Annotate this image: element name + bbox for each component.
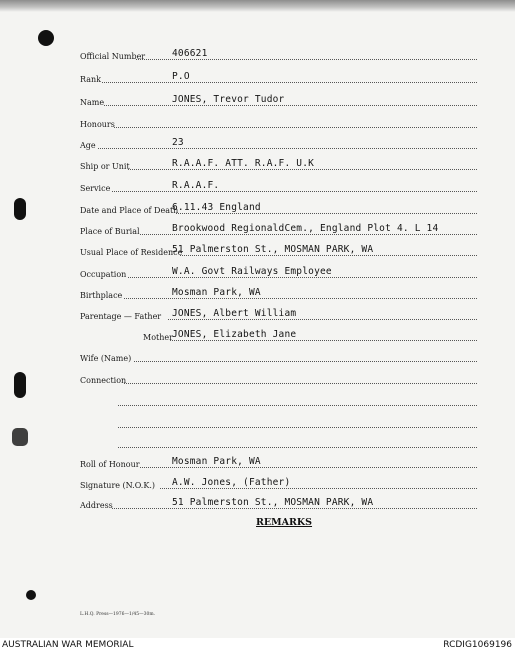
field-value: P.O (172, 71, 190, 82)
field-ship-or-unit (0, 156, 515, 172)
field-value: JONES, Elizabeth Jane (172, 329, 297, 340)
field-signature-nok (0, 475, 515, 491)
field-wife (0, 348, 515, 364)
field-place-of-burial (0, 221, 515, 237)
field-label: Rank (80, 75, 101, 84)
field-label: Usual Place of Residence (80, 248, 183, 257)
field-service (0, 178, 515, 194)
dotted-rule (136, 59, 477, 60)
field-rank (0, 69, 515, 85)
field-label: Roll of Honour (80, 460, 140, 469)
field-age (0, 135, 515, 151)
field-value: 51 Palmerston St., MOSMAN PARK, WA (172, 244, 374, 255)
field-label: Date and Place of Death (80, 206, 179, 215)
field-value: JONES, Trevor Tudor (172, 94, 285, 105)
dotted-rule (124, 383, 477, 384)
field-label: Connection (80, 376, 127, 385)
dotted-rule (112, 191, 477, 192)
field-occupation (0, 264, 515, 280)
dotted-rule (180, 255, 477, 256)
scan-edge-shadow (0, 0, 515, 12)
field-label: Address (80, 501, 113, 510)
field-value: Mosman Park, WA (172, 456, 261, 467)
connection-extra-line (0, 414, 515, 430)
dotted-rule (104, 105, 477, 106)
field-birthplace (0, 285, 515, 301)
footer-record-id: RCDIG1069196 (443, 640, 512, 650)
field-parentage-father (0, 306, 515, 322)
field-label: Birthplace (80, 291, 123, 300)
field-label: Name (80, 98, 105, 107)
printer-imprint: L.H.Q. Press—1976—1/45—30m. (80, 612, 156, 617)
field-value: JONES, Albert William (172, 308, 297, 319)
field-value: R.A.A.F. (172, 180, 220, 191)
dotted-rule (160, 488, 477, 489)
dotted-rule (118, 447, 477, 448)
field-label: Official Number (80, 52, 146, 61)
dotted-rule (124, 298, 477, 299)
dotted-rule (98, 148, 477, 149)
field-label: Wife (Name) (80, 354, 132, 363)
field-label: Occupation (80, 270, 127, 279)
dotted-rule (168, 319, 477, 320)
field-value: 6.11.43 England (172, 202, 261, 213)
field-value: Brookwood RegionaldCem., England Plot 4. L 14 (172, 223, 439, 234)
field-value: A.W. Jones, (Father) (172, 477, 291, 488)
field-date-place-death (0, 200, 515, 216)
dotted-rule (134, 361, 477, 362)
dotted-rule (118, 427, 477, 428)
dotted-rule (118, 405, 477, 406)
remarks-heading: REMARKS (256, 517, 313, 528)
dotted-rule (128, 169, 477, 170)
field-value: R.A.A.F. ATT. R.A.F. U.K (172, 158, 315, 169)
dotted-rule (170, 340, 477, 341)
dotted-rule (176, 213, 477, 214)
dotted-rule (112, 508, 477, 509)
field-label: Signature (N.O.K.) (80, 481, 155, 490)
field-official-number (0, 46, 515, 62)
connection-extra-line (0, 392, 515, 408)
field-value: 406621 (172, 48, 208, 59)
field-name (0, 92, 515, 108)
field-honours (0, 114, 515, 130)
field-usual-residence (0, 242, 515, 258)
field-value: W.A. Govt Railways Employee (172, 266, 332, 277)
field-label: Parentage — Father (80, 312, 162, 321)
connection-extra-line (0, 434, 515, 450)
field-label: Honours (80, 120, 115, 129)
dotted-rule (140, 234, 477, 235)
field-value: 51 Palmerston St., MOSMAN PARK, WA (172, 497, 374, 508)
field-roll-of-honour (0, 454, 515, 470)
footer-institution: AUSTRALIAN WAR MEMORIAL (2, 640, 134, 650)
punch-hole-top (38, 30, 54, 46)
field-connection (0, 370, 515, 386)
field-value: 23 (172, 137, 184, 148)
field-address (0, 495, 515, 511)
field-label: Age (80, 141, 96, 150)
field-label: Mother (143, 333, 173, 342)
field-parentage-mother (0, 327, 515, 343)
dotted-rule (128, 277, 477, 278)
dotted-rule (140, 467, 477, 468)
field-label: Service (80, 184, 111, 193)
field-value: Mosman Park, WA (172, 287, 261, 298)
dotted-rule (114, 127, 477, 128)
dotted-rule (102, 82, 477, 83)
punch-hole-bottom (26, 590, 36, 600)
field-label: Place of Burial (80, 227, 140, 236)
field-label: Ship or Unit (80, 162, 130, 171)
